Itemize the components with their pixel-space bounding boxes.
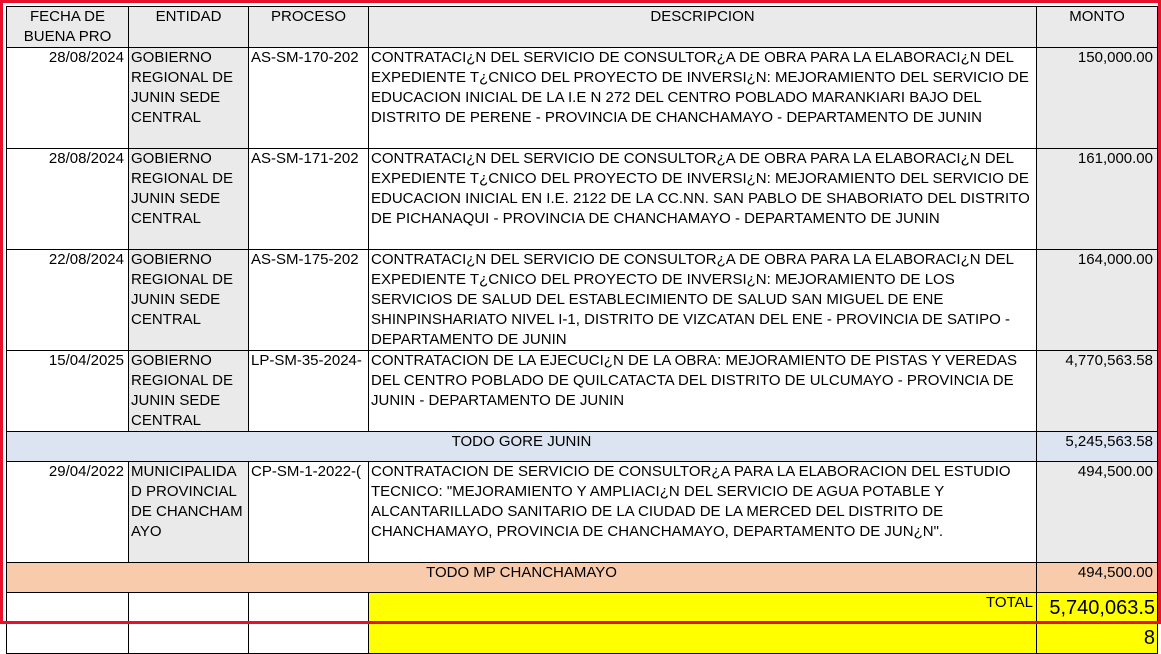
cell-entidad: MUNICIPALIDAD PROVINCIAL DE CHANCHAMAYO [129, 462, 249, 563]
subtotal-mp-monto: 494,500.00 [1037, 563, 1158, 593]
total-blank [249, 593, 369, 654]
table-row [7, 48, 1158, 149]
cell-fecha: 28/08/2024 [7, 48, 129, 149]
subtotal-mp-label: TODO MP CHANCHAMAYO [7, 563, 1037, 593]
cell-entidad: GOBIERNO REGIONAL DE JUNIN SEDE CENTRAL [129, 48, 249, 149]
cell-entidad: GOBIERNO REGIONAL DE JUNIN SEDE CENTRAL [129, 149, 249, 250]
header-monto: MONTO [1037, 7, 1158, 48]
cell-monto: 4,770,563.58 [1037, 351, 1158, 432]
cell-descripcion: CONTRATACION DE LA EJECUCI¿N DE LA OBRA: MEJORAMIENTO DE PISTAS Y VEREDAS DEL CENTRO POBLADO DE QUILCATACTA DEL DISTRITO DE ULCUMAYO - PROVINCIA DE JUNIN - DEPARTAMENTO DE JUNIN [369, 351, 1037, 432]
table-row [7, 250, 1158, 351]
header-row [7, 7, 1158, 48]
subtotal-gore-label: TODO GORE JUNIN [7, 432, 1037, 462]
cell-descripcion: CONTRATACI¿N DEL SERVICIO DE CONSULTOR¿A DE OBRA PARA LA ELABORACI¿N DEL EXPEDIENTE T¿CNICO DEL PROYECTO DE INVERSI¿N: MEJORAMIENTO DE LOS SERVICIOS DE SALUD DEL ESTABLECIMIENTO DE SALUD SAN MIGUEL DE ENE SHINPINSHARIATO NIVEL I-1, DISTRITO DE VIZCATAN DEL ENE - PROVINCIA DE SATIPO - DEPARTAMENTO DE JUNIN [369, 250, 1037, 351]
procurement-table [6, 6, 1158, 654]
cell-proceso: CP-SM-1-2022-( [249, 462, 369, 563]
header-proceso: PROCESO [249, 7, 369, 48]
subtotal-row-mp [7, 563, 1158, 593]
cell-monto: 164,000.00 [1037, 250, 1158, 351]
cell-descripcion: CONTRATACI¿N DEL SERVICIO DE CONSULTOR¿A DE OBRA PARA LA ELABORACI¿N DEL EXPEDIENTE T¿CNICO DEL PROYECTO DE INVERSI¿N: MEJORAMIENTO DEL SERVICIO DE EDUCACION INICIAL EN I.E. 2122 DE LA CC.NN. SAN PABLO DE SHABORIATO DEL DISTRITO DE PICHANAQUI - PROVINCIA DE CHANCHAMAYO - DEPARTAMENTO DE JUNIN [369, 149, 1037, 250]
cell-proceso: LP-SM-35-2024- [249, 351, 369, 432]
cell-proceso: AS-SM-170-202 [249, 48, 369, 149]
cell-entidad: GOBIERNO REGIONAL DE JUNIN SEDE CENTRAL [129, 250, 249, 351]
table-row [7, 462, 1158, 563]
table-row [7, 351, 1158, 432]
cell-proceso: AS-SM-175-202 [249, 250, 369, 351]
total-row [7, 593, 1158, 654]
total-blank [129, 593, 249, 654]
total-label: TOTAL [369, 593, 1037, 654]
cell-entidad: GOBIERNO REGIONAL DE JUNIN SEDE CENTRAL [129, 351, 249, 432]
table-row [7, 149, 1158, 250]
cell-proceso: AS-SM-171-202 [249, 149, 369, 250]
total-monto: 5,740,063.58 [1037, 593, 1158, 654]
cell-monto: 150,000.00 [1037, 48, 1158, 149]
cell-fecha: 22/08/2024 [7, 250, 129, 351]
subtotal-gore-monto: 5,245,563.58 [1037, 432, 1158, 462]
cell-monto: 494,500.00 [1037, 462, 1158, 563]
header-fecha: FECHA DE BUENA PRO [7, 7, 129, 48]
cell-fecha: 29/04/2022 [7, 462, 129, 563]
cell-fecha: 28/08/2024 [7, 149, 129, 250]
cell-descripcion: CONTRATACI¿N DEL SERVICIO DE CONSULTOR¿A DE OBRA PARA LA ELABORACI¿N DEL EXPEDIENTE T¿CNICO DEL PROYECTO DE INVERSI¿N: MEJORAMIENTO DEL SERVICIO DE EDUCACION INICIAL DE LA I.E N 272 DEL CENTRO POBLADO MARANKIARI BAJO DEL DISTRITO DE PERENE - PROVINCIA DE CHANCHAMAYO - DEPARTAMENTO DE JUNIN [369, 48, 1037, 149]
subtotal-row-gore [7, 432, 1158, 462]
total-blank [7, 593, 129, 654]
cell-descripcion: CONTRATACION DE SERVICIO DE CONSULTOR¿A PARA LA ELABORACION DEL ESTUDIO TECNICO: "MEJORAMIENTO Y AMPLIACI¿N DEL SERVICIO DE AGUA POTABLE Y ALCANTARILLADO SANITARIO DE LA CIUDAD DE LA MERCED DEL DISTRITO DE CHANCHAMAYO, PROVINCIA DE CHANCHAMAYO, DEPARTAMENTO DE JUN¿N". [369, 462, 1037, 563]
header-entidad: ENTIDAD [129, 7, 249, 48]
cell-monto: 161,000.00 [1037, 149, 1158, 250]
cell-fecha: 15/04/2025 [7, 351, 129, 432]
header-descripcion: DESCRIPCION [369, 7, 1037, 48]
